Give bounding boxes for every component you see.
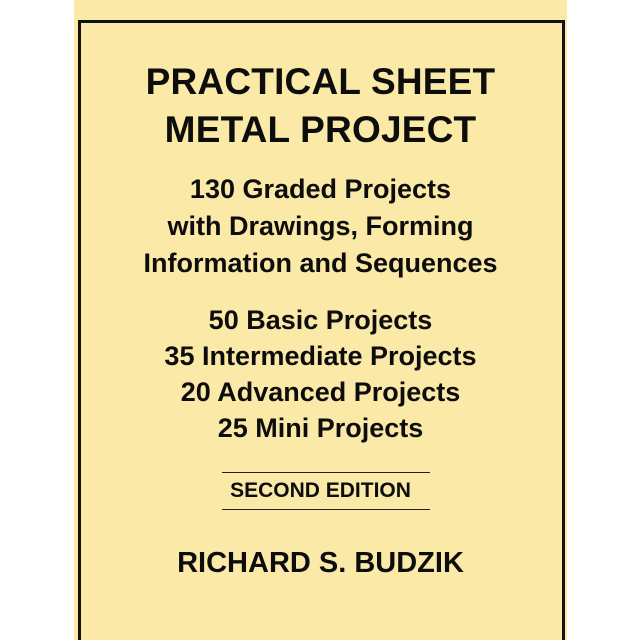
title-line-1: PRACTICAL SHEET bbox=[145, 61, 496, 102]
edition-label: SECOND EDITION bbox=[230, 479, 411, 502]
subtitle-line-1: 130 Graded Projects bbox=[189, 174, 452, 204]
edition-top-rule bbox=[222, 472, 430, 473]
advanced-projects-count: 20 Advanced Projects bbox=[180, 377, 461, 407]
basic-projects-count: 50 Basic Projects bbox=[208, 305, 433, 335]
subtitle-line-3: Information and Sequences bbox=[143, 248, 498, 278]
title-line-2: METAL PROJECT bbox=[164, 109, 477, 150]
mini-projects-count: 25 Mini Projects bbox=[217, 413, 424, 443]
author-name: RICHARD S. BUDZIK bbox=[177, 547, 464, 579]
edition-bottom-rule bbox=[222, 509, 430, 510]
book-cover bbox=[74, 0, 567, 640]
intermediate-projects-count: 35 Intermediate Projects bbox=[164, 341, 477, 371]
subtitle-line-2: with Drawings, Forming bbox=[167, 211, 474, 241]
